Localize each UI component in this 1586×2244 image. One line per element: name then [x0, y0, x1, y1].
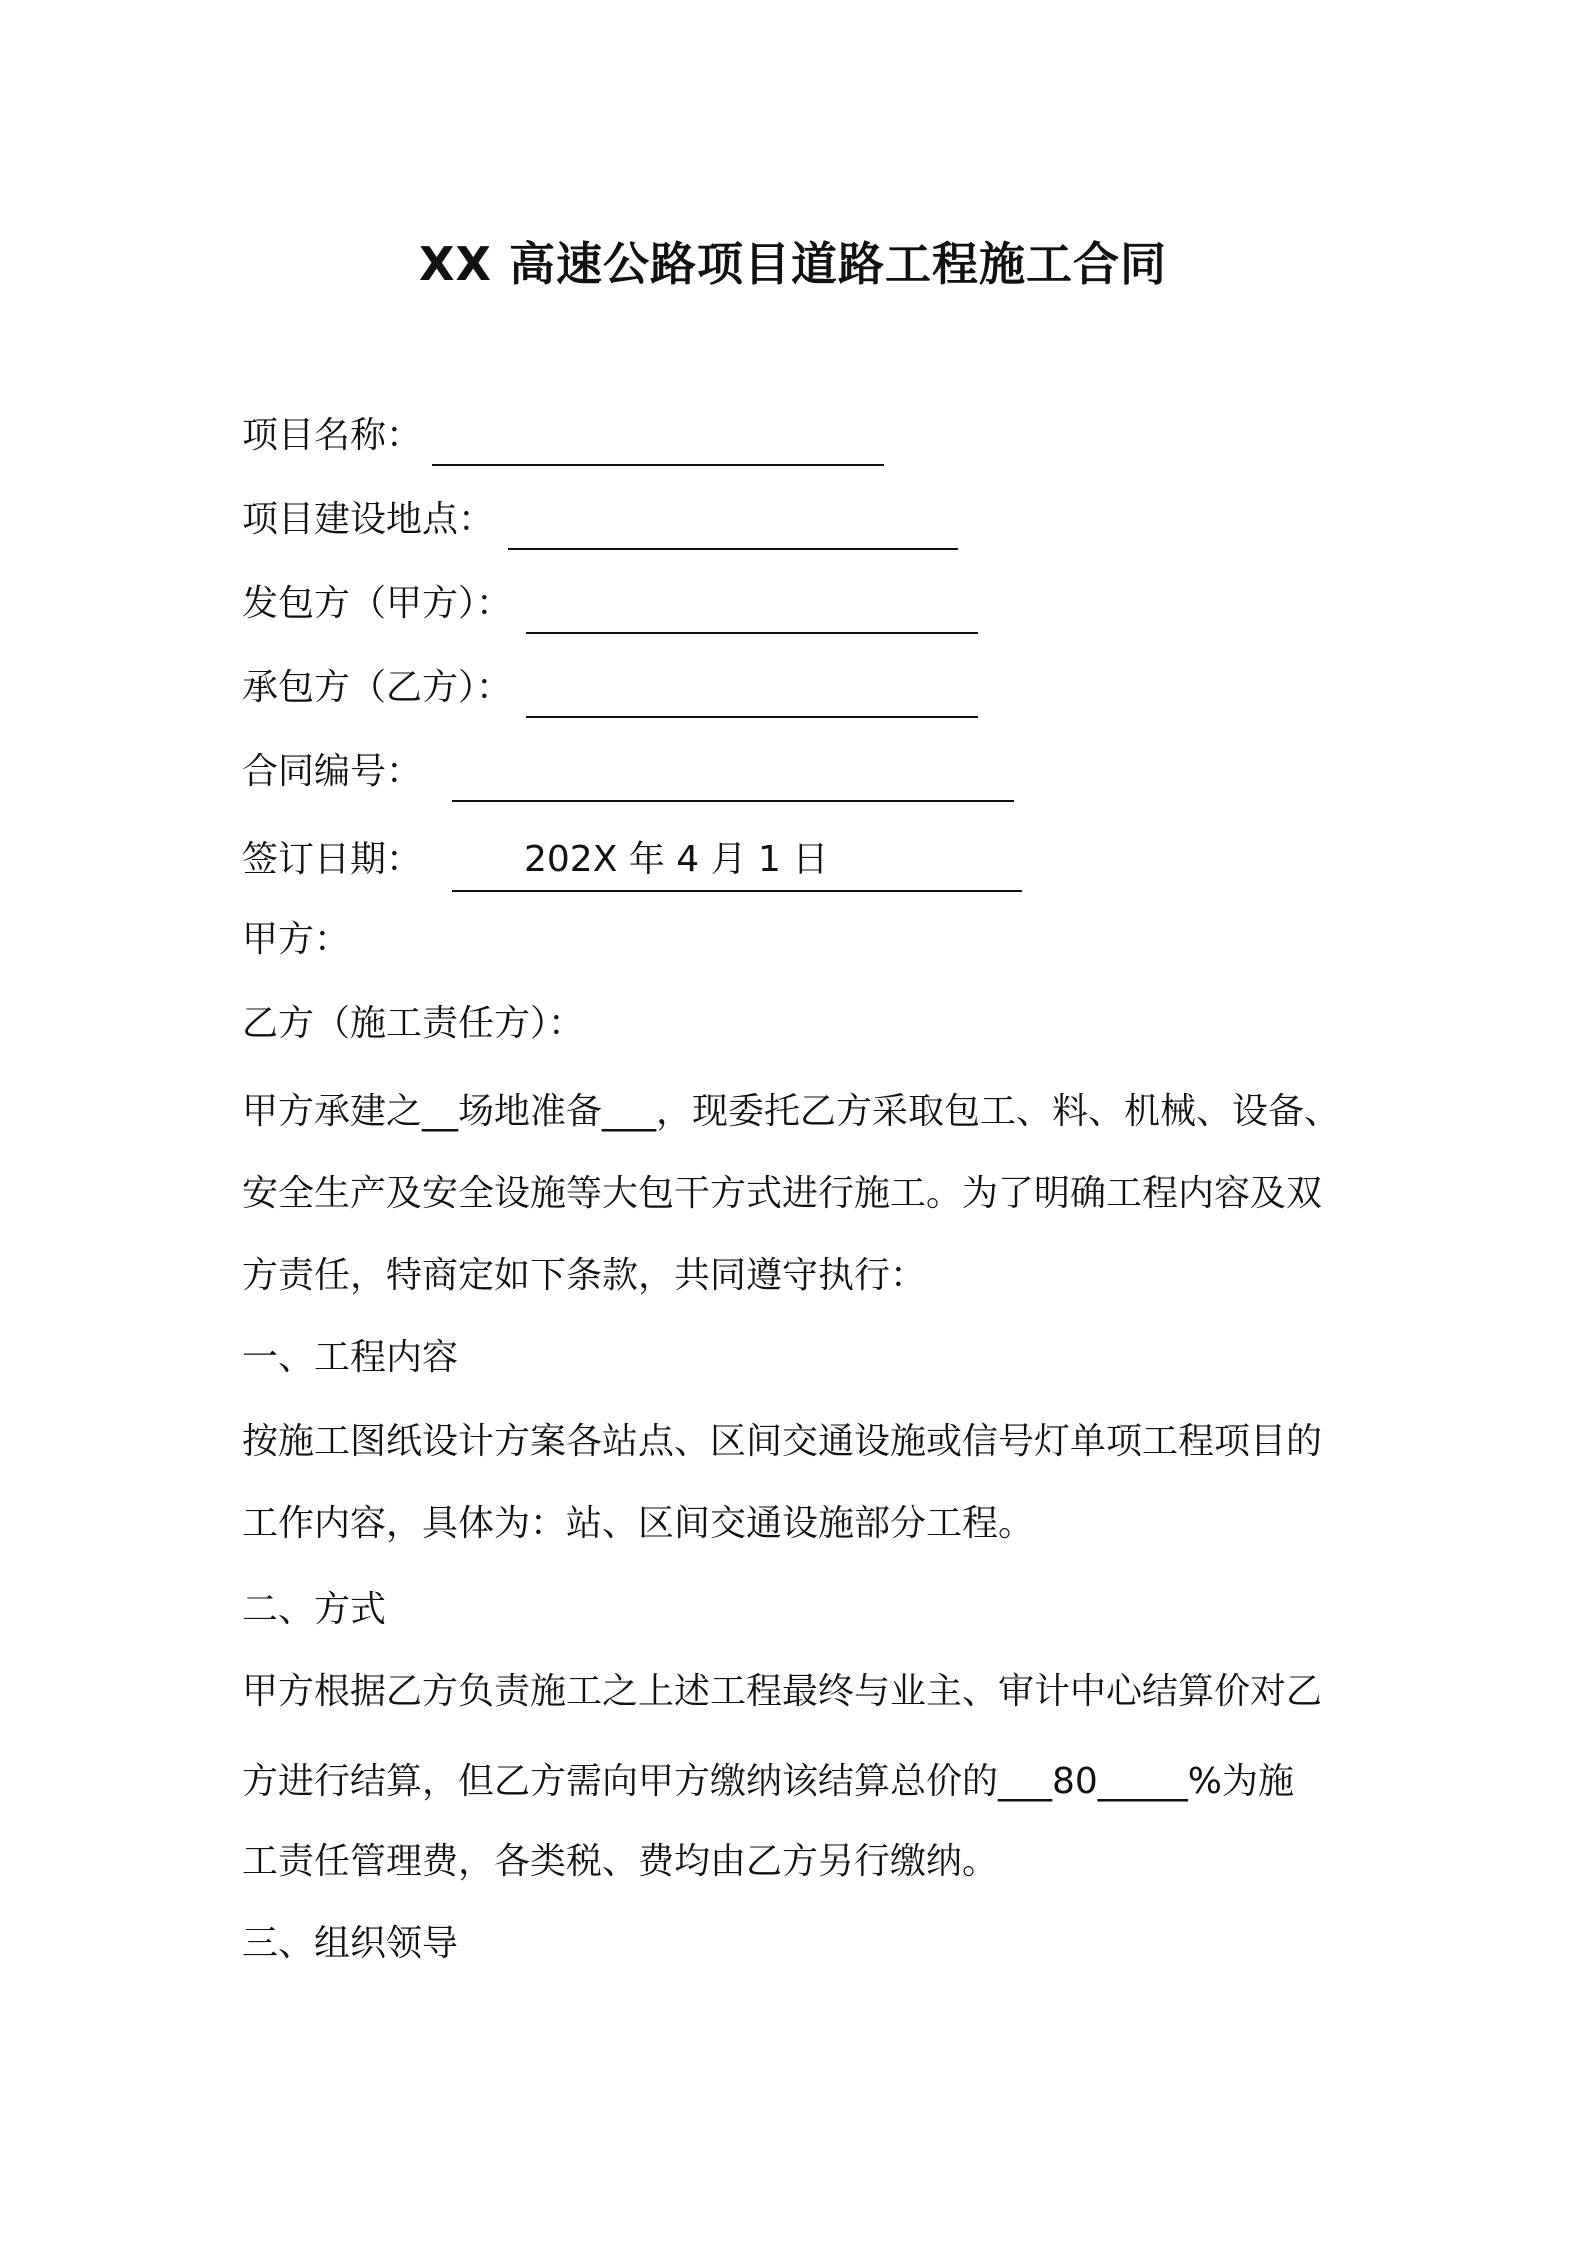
- party-b-blank[interactable]: [526, 716, 978, 718]
- intro-line-3: 方责任，特商定如下条款，共同遵守执行：: [242, 1255, 927, 1296]
- section-2-heading: 二、方式: [242, 1589, 387, 1630]
- intro-line-2: 安全生产及安全设施等大包干方式进行施工。为了明确工程内容及双: [242, 1173, 1323, 1214]
- project-name-label: 项目名称：: [242, 415, 423, 456]
- project-name-blank[interactable]: [432, 464, 884, 466]
- project-location-label: 项目建设地点：: [242, 499, 495, 540]
- section-3-heading: 三、组织领导: [242, 1923, 459, 1964]
- party-a-label: 发包方（甲方）：: [242, 583, 513, 624]
- party-b-label: 承包方（乙方）：: [242, 667, 513, 708]
- project-location-blank[interactable]: [508, 548, 958, 550]
- section-2-line-3: 工责任管理费，各类税、费均由乙方另行缴纳。: [242, 1841, 999, 1882]
- party-a-blank[interactable]: [526, 632, 978, 634]
- contract-no-blank[interactable]: [452, 800, 1014, 802]
- section-2-line-2: 方进行结算，但乙方需向甲方缴纳该结算总价的___80_____%为施: [242, 1761, 1295, 1802]
- intro-line-1: 甲方承建之__场地准备___，现委托乙方采取包工、料、机械、设备、: [242, 1091, 1341, 1132]
- party-a-line: 甲方：: [242, 919, 351, 960]
- section-1-line-2: 工作内容，具体为：站、区间交通设施部分工程。: [242, 1503, 1035, 1544]
- sign-date-value: 202X 年 4 月 1 日: [524, 839, 829, 880]
- section-1-line-1: 按施工图纸设计方案各站点、区间交通设施或信号灯单项工程项目的: [242, 1421, 1323, 1462]
- contract-no-label: 合同编号：: [242, 751, 423, 792]
- section-2-line-1: 甲方根据乙方负责施工之上述工程最终与业主、审计中心结算价对乙: [242, 1671, 1323, 1712]
- contract-title: XX 高速公路项目道路工程施工合同: [419, 237, 1167, 291]
- party-b-line: 乙方（施工责任方）：: [242, 1003, 585, 1044]
- sign-date-blank[interactable]: [452, 890, 1022, 892]
- sign-date-label: 签订日期：: [242, 839, 423, 880]
- section-1-heading: 一、工程内容: [242, 1337, 459, 1378]
